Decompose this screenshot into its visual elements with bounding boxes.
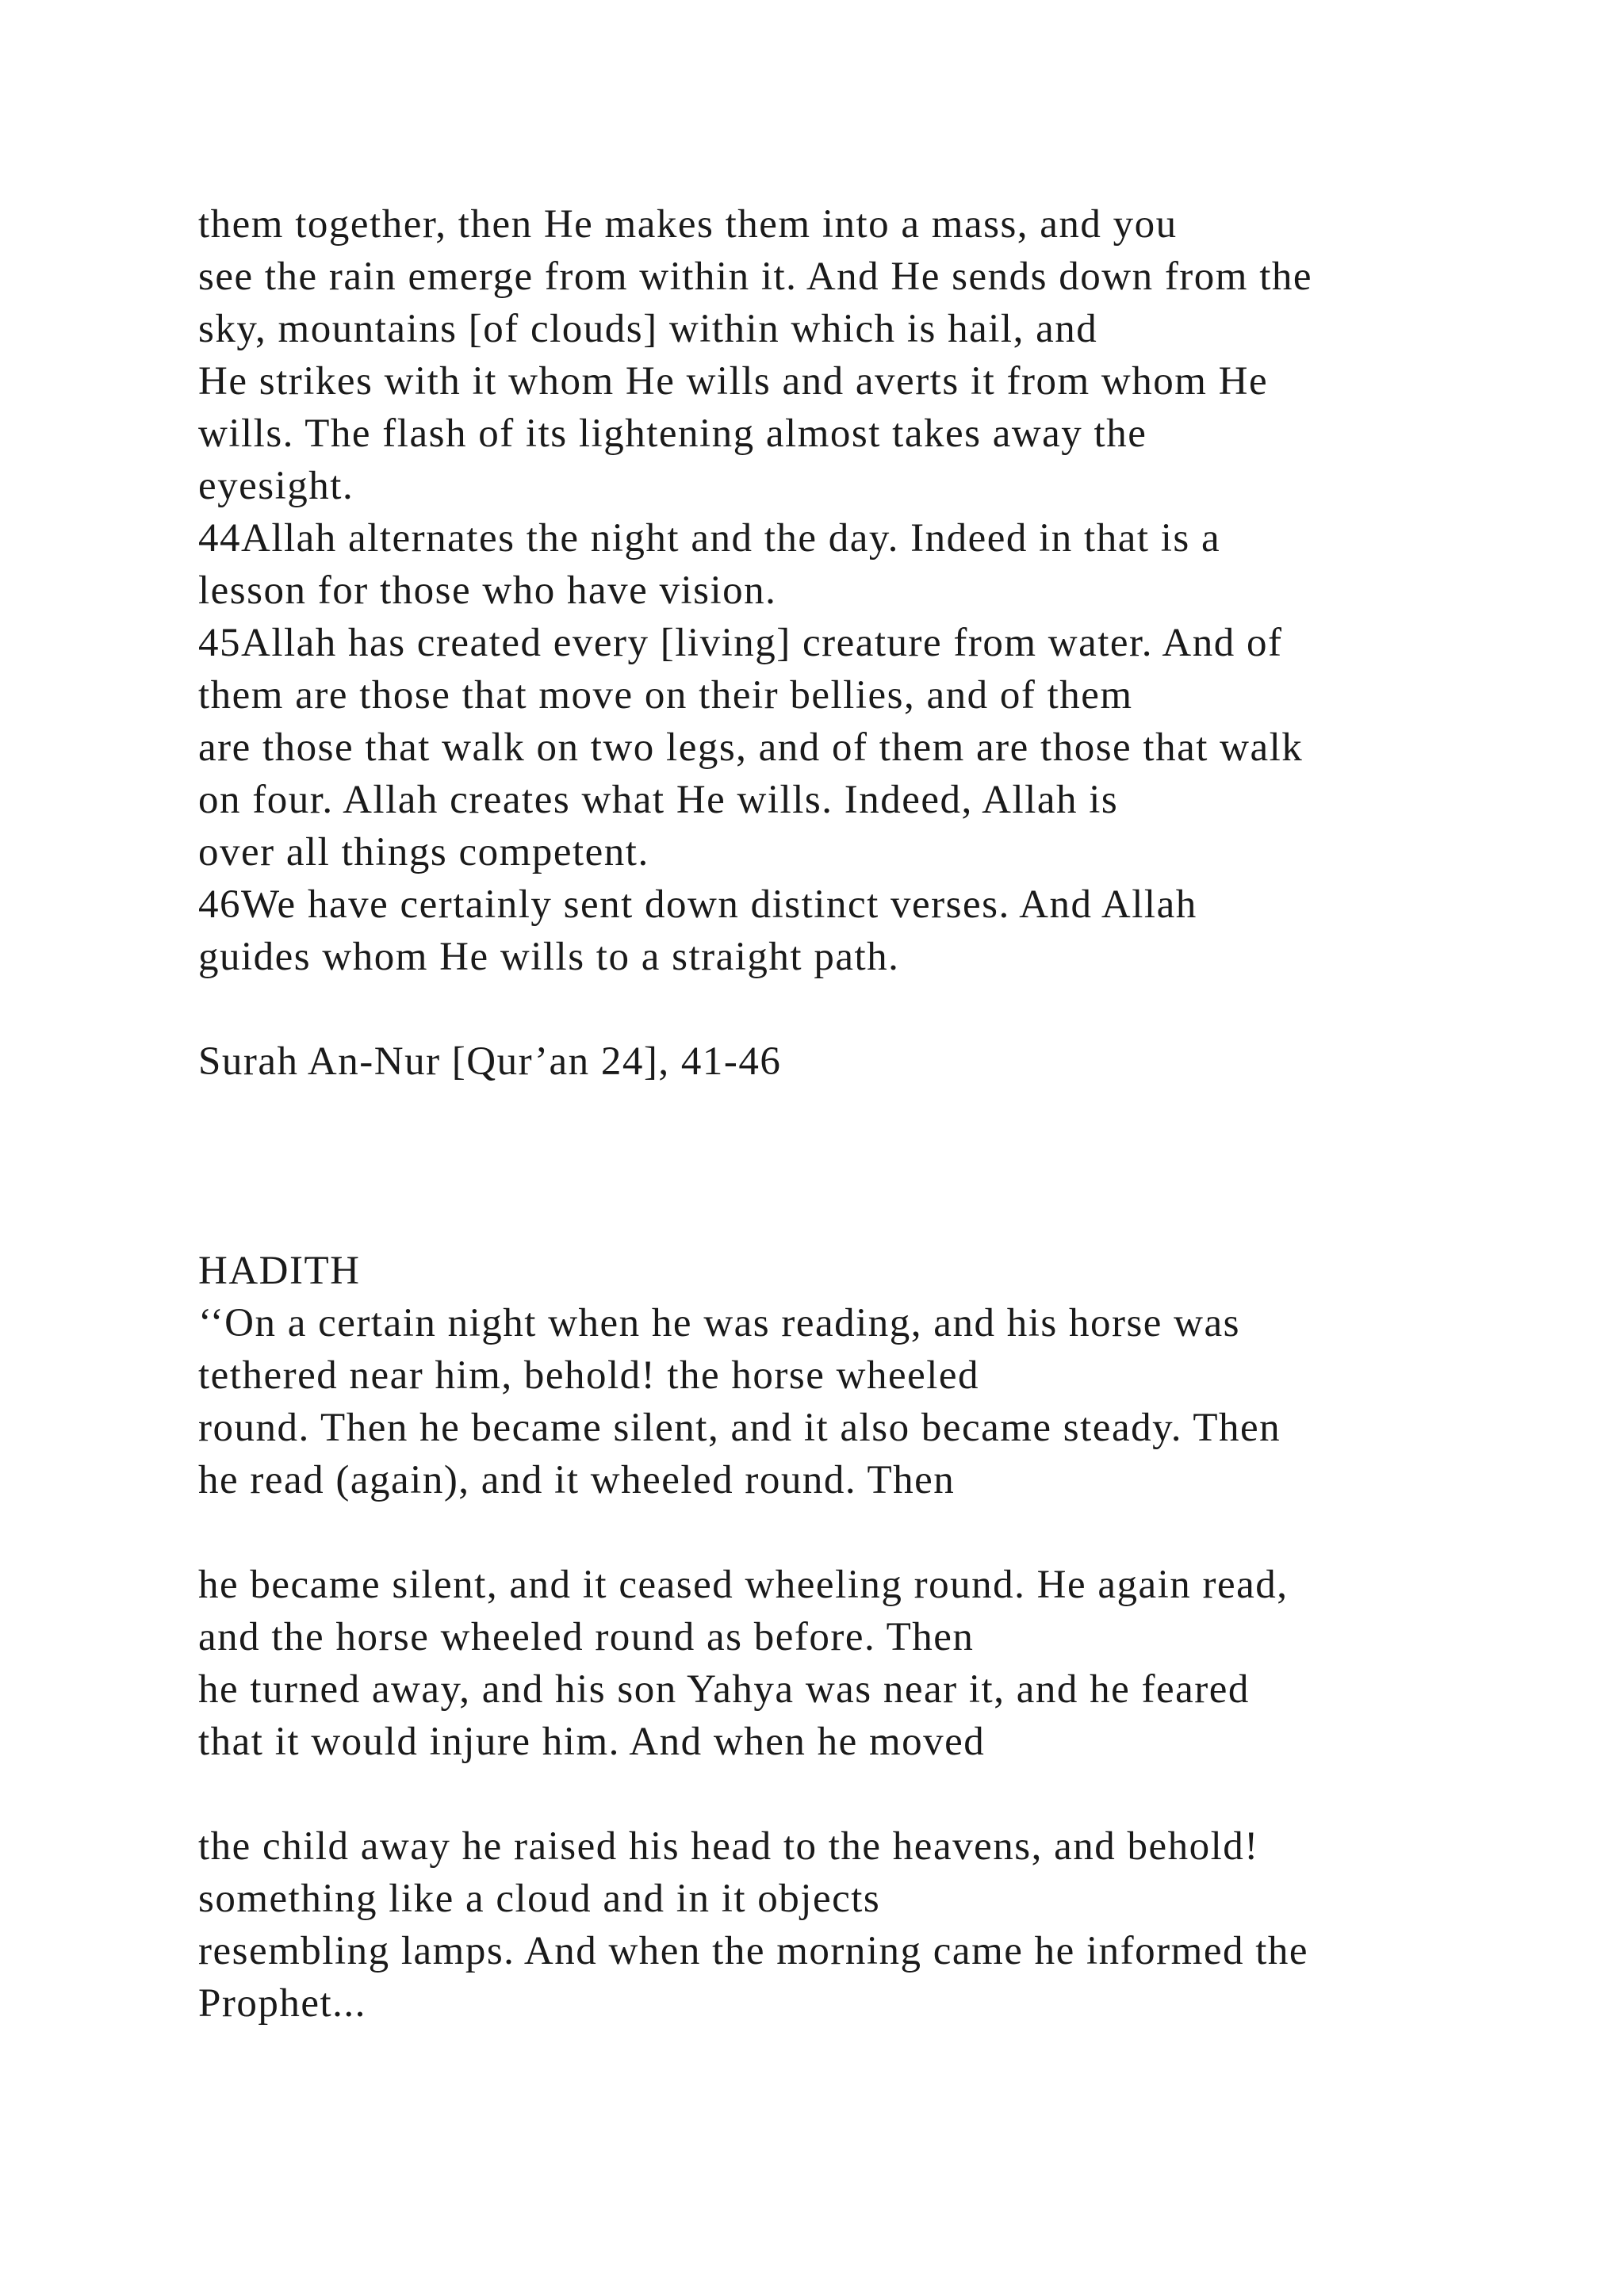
verse-45: 45Allah has created every [living] creature from water. And of xyxy=(198,621,1283,665)
blank-line xyxy=(198,1140,1562,1192)
text-line: them together, then He makes them into a mass, and you xyxy=(198,202,1178,247)
verse-44: 44Allah alternates the night and the day. Indeed in that is a xyxy=(198,516,1221,561)
blank-line xyxy=(198,1088,1562,1140)
text-line: them are those that move on their bellies, and of them xyxy=(198,673,1133,718)
hadith-line: the child away he raised his head to the heavens, and behold! xyxy=(198,1824,1259,1869)
text-line: He strikes with it whom He wills and averts it from whom He xyxy=(198,359,1269,404)
hadith-line: something like a cloud and in it objects xyxy=(198,1877,881,1921)
text-line: sky, mountains [of clouds] within which is hail, and xyxy=(198,307,1098,351)
hadith-line: he became silent, and it ceased wheeling round. He again read, xyxy=(198,1563,1289,1607)
text-line: lesson for those who have vision. xyxy=(198,568,777,613)
text-line: see the rain emerge from within it. And He sends down from the xyxy=(198,254,1313,299)
blank-line xyxy=(198,1506,1562,1559)
hadith-line: and the horse wheeled round as before. Then xyxy=(198,1615,975,1659)
blank-line xyxy=(198,1768,1562,1820)
text-line: on four. Allah creates what He wills. Indeed, Allah is xyxy=(198,778,1119,822)
hadith-line: tethered near him, behold! the horse wheeled xyxy=(198,1353,980,1398)
hadith-line: he read (again), and it wheeled round. Then xyxy=(198,1458,956,1502)
citation: Surah An-Nur [Qur’an 24], 41-46 xyxy=(198,1039,782,1084)
text-line: wills. The flash of its lightening almost takes away the xyxy=(198,411,1147,456)
hadith-line: Prophet... xyxy=(198,1981,366,2026)
text-line: over all things competent. xyxy=(198,830,649,874)
text-line: eyesight. xyxy=(198,464,354,508)
hadith-line: ‘‘On a certain night when he was reading, and his horse was xyxy=(198,1301,1240,1345)
document-body xyxy=(198,198,1562,2030)
text-line: guides whom He wills to a straight path. xyxy=(198,935,900,979)
hadith-line: round. Then he became silent, and it also became steady. Then xyxy=(198,1406,1281,1450)
blank-line xyxy=(198,983,1562,1035)
hadith-line: he turned away, and his son Yahya was near it, and he feared xyxy=(198,1667,1250,1712)
text-line: are those that walk on two legs, and of them are those that walk xyxy=(198,725,1304,770)
verse-46: 46We have certainly sent down distinct verses. And Allah xyxy=(198,882,1197,927)
blank-line xyxy=(198,1192,1562,1245)
section-heading: HADITH xyxy=(198,1249,361,1293)
hadith-line: that it would injure him. And when he moved xyxy=(198,1720,986,1764)
hadith-line: resembling lamps. And when the morning came he informed the xyxy=(198,1929,1309,1973)
